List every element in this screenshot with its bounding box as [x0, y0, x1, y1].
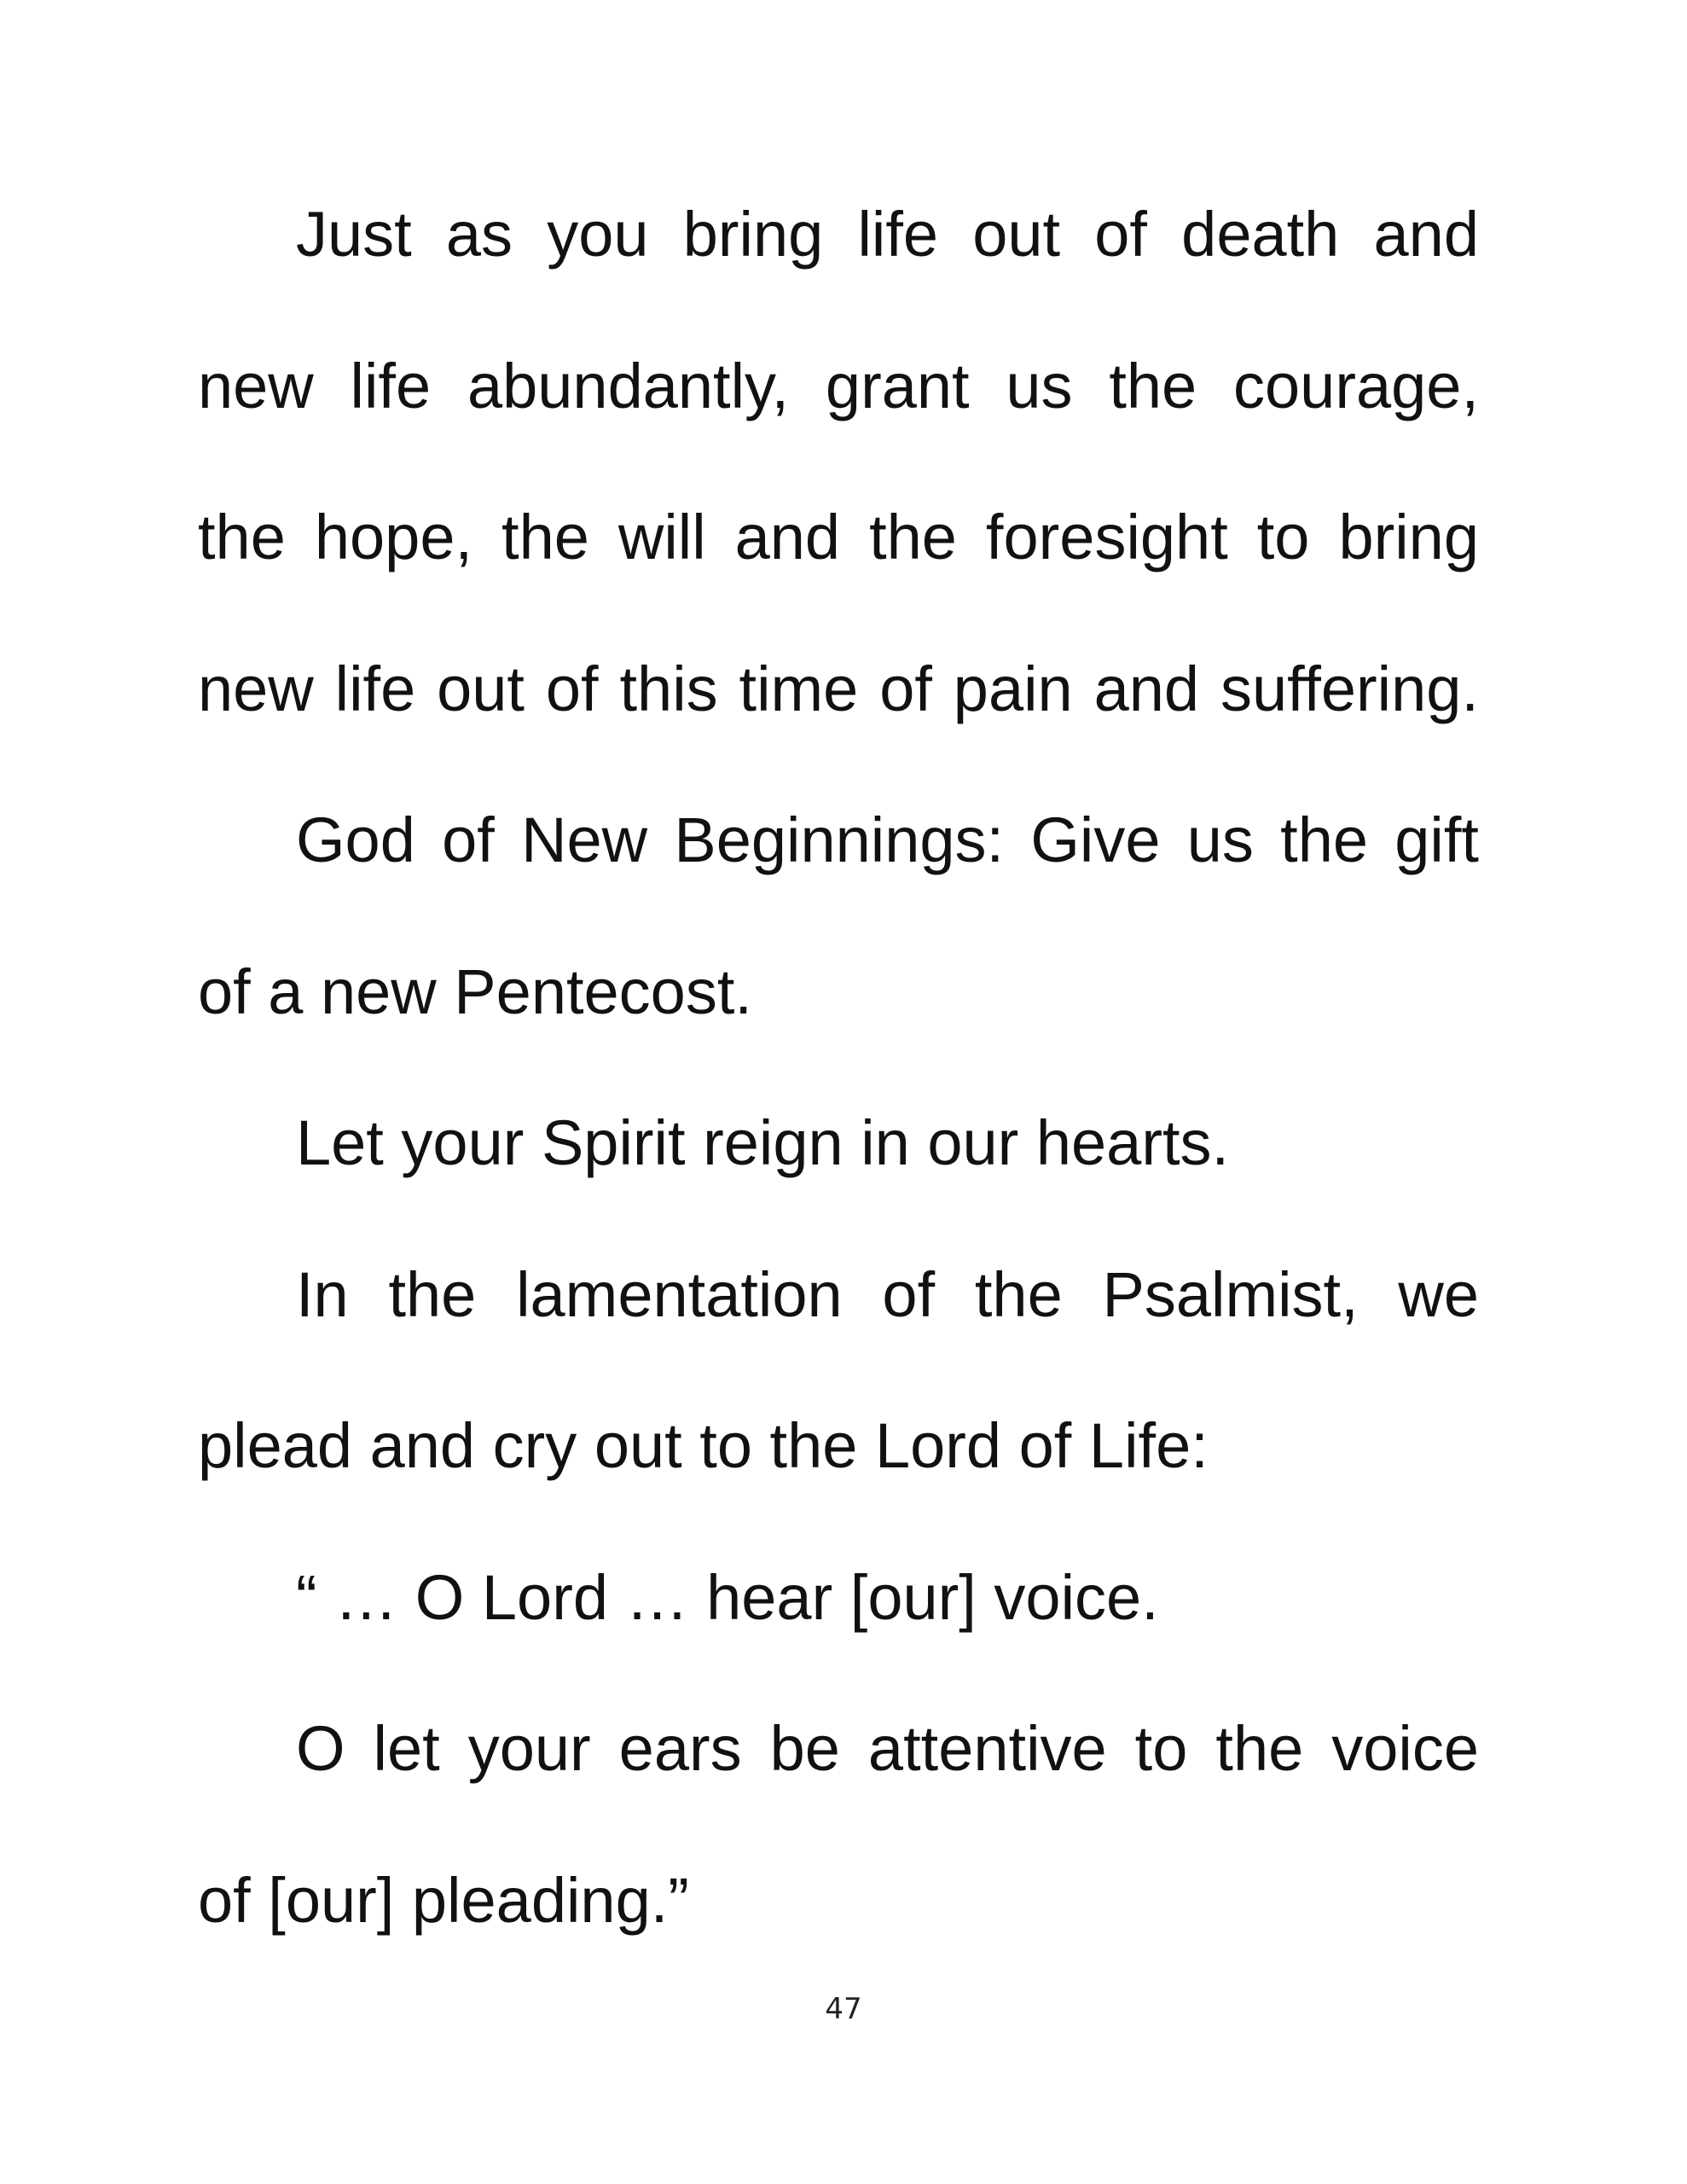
body-line-11: O let your ears be attentive to the voice [296, 1713, 1479, 1784]
body-line-2: new life abundantly, grant us the courage, [198, 351, 1479, 421]
body-line-7: Let your Spirit reign in our hearts. [296, 1107, 1230, 1178]
body-line-6: of a new Pentecost. [198, 956, 752, 1027]
body-line-5: God of New Beginnings: Give us the gift [296, 804, 1479, 875]
body-line-9: plead and cry out to the Lord of Life: [198, 1410, 1209, 1481]
body-line-10: “ … O Lord … hear [our] voice. [296, 1562, 1159, 1633]
body-line-4: new life out of this time of pain and suffering. [198, 653, 1479, 724]
body-line-1: Just as you bring life out of death and [296, 199, 1479, 270]
page-number: 47 [825, 1992, 862, 2026]
body-line-12: of [our] pleading.” [198, 1865, 689, 1936]
body-line-8: In the lamentation of the Psalmist, we [296, 1259, 1479, 1330]
body-line-3: the hope, the will and the foresight to bring [198, 502, 1479, 572]
